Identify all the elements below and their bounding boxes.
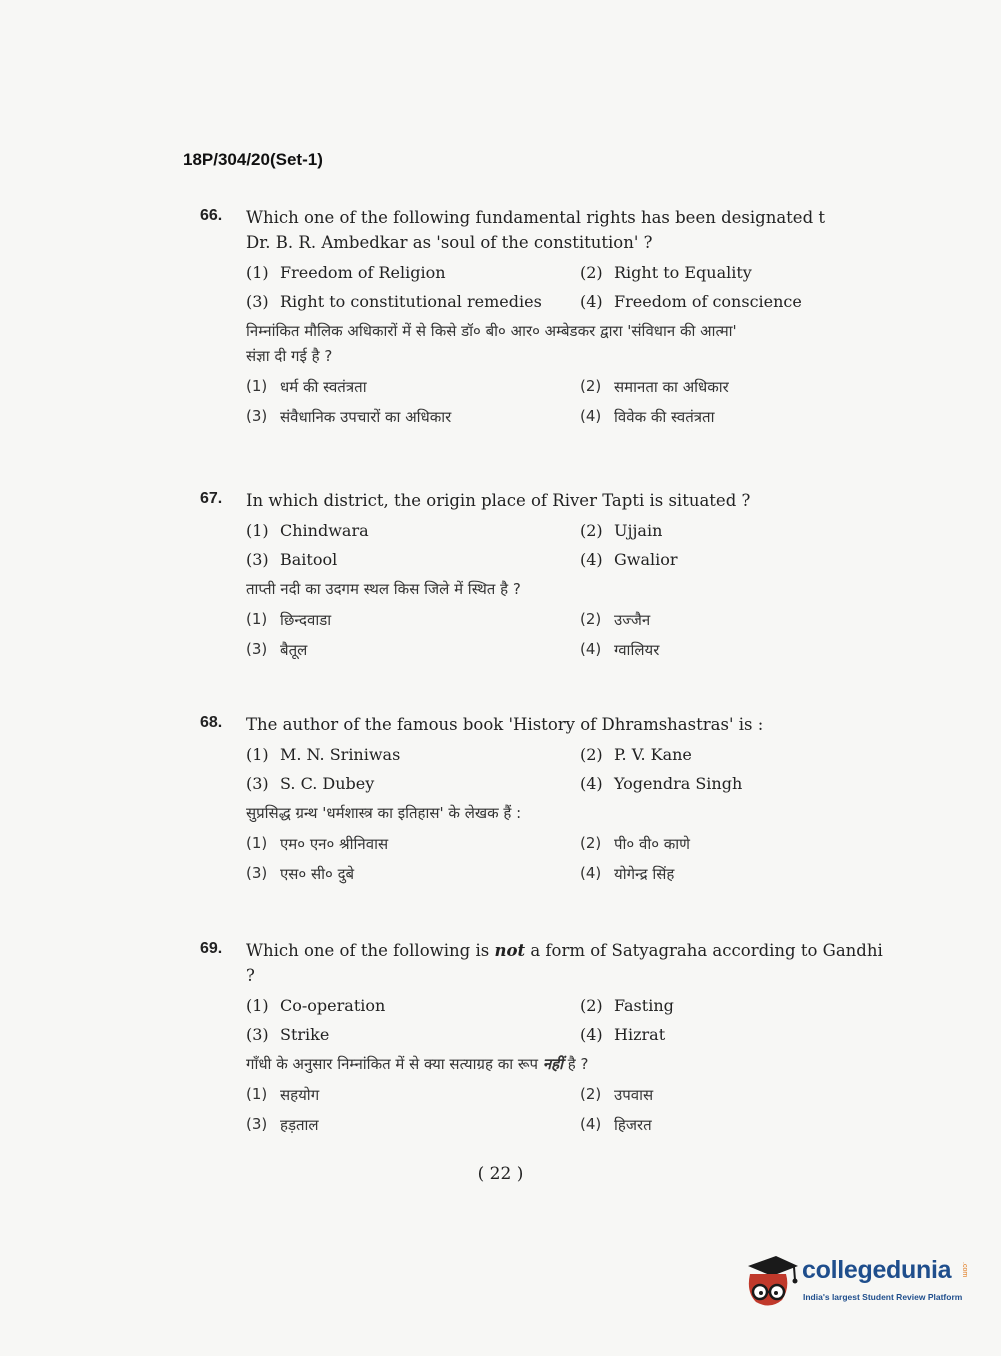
option: (2) Right to Equality: [580, 263, 752, 282]
option: (4) योगेन्द्र सिंह: [580, 864, 675, 883]
option: (4) Yogendra Singh: [580, 774, 743, 793]
option: (1) Co-operation: [246, 996, 386, 1015]
page-number: ( 22 ): [477, 1164, 524, 1184]
option: (1) Freedom of Religion: [246, 263, 446, 282]
option: (2) P. V. Kane: [580, 745, 692, 764]
options-hindi: [246, 610, 890, 660]
option: (3) Strike: [246, 1025, 330, 1044]
option: (2) समानता का अधिकार: [580, 377, 729, 396]
options-english: [246, 996, 890, 1044]
option: (1) M. N. Sriniwas: [246, 745, 401, 764]
question-text-hindi: गाँधी के अनुसार निम्नांकित में से क्या सत्याग्रह का रूप नहीं है ?: [246, 1055, 589, 1073]
option: (1) छिन्दवाडा: [246, 610, 332, 629]
question-67: [200, 488, 890, 668]
option: (1) Chindwara: [246, 521, 369, 540]
brand-suffix: .com: [961, 1262, 968, 1278]
question-number: 67.: [200, 490, 223, 507]
question-text: The author of the famous book 'History of Dhramshastras' is :: [246, 715, 764, 734]
option: (1) सहयोग: [246, 1085, 320, 1104]
option: (3) संवैधानिक उपचारों का अधिकार: [246, 407, 452, 426]
question-66: [200, 205, 890, 435]
options-hindi: [246, 377, 890, 427]
option: (3) Right to constitutional remedies: [246, 292, 542, 311]
question-text: Which one of the following is not a form of Satyagraha according to Gandhi ?: [246, 941, 883, 985]
options-hindi: [246, 1085, 890, 1135]
option: (1) धर्म की स्वतंत्रता: [246, 377, 367, 396]
options-english: [246, 745, 890, 793]
question-text-line: Dr. B. R. Ambedkar as 'soul of the constitution' ?: [246, 233, 653, 252]
options-english: [246, 263, 890, 311]
option: (2) उज्जैन: [580, 610, 651, 629]
question-69: [200, 938, 890, 1143]
question-text-hindi: सुप्रसिद्ध ग्रन्थ 'धर्मशास्त्र का इतिहास' के लेखक हैं :: [246, 804, 522, 822]
option: (3) बैतूल: [246, 640, 308, 659]
options-hindi: [246, 834, 890, 884]
question-number: 69.: [200, 940, 223, 957]
brand-name: collegedunia: [802, 1256, 952, 1284]
option: (3) हड़ताल: [246, 1115, 319, 1134]
question-text-hindi: ताप्ती नदी का उदगम स्थल किस जिले में स्थित है ?: [246, 580, 521, 598]
option: (4) Gwalior: [580, 550, 678, 569]
option: (2) Fasting: [580, 996, 674, 1015]
paper-code: 18P/304/20(Set-1): [183, 150, 323, 169]
graduate-mascot-icon: [742, 1252, 800, 1312]
option: (2) उपवास: [580, 1085, 654, 1104]
option: (3) Baitool: [246, 550, 338, 569]
option: (4) हिजरत: [580, 1115, 652, 1134]
question-number: 68.: [200, 714, 223, 731]
question-68: [200, 712, 890, 892]
option: (4) Freedom of conscience: [580, 292, 802, 311]
collegedunia-watermark: [742, 1252, 972, 1312]
question-text-line: Which one of the following fundamental rights has been designated t: [246, 208, 826, 227]
option: (4) ग्वालियर: [580, 640, 660, 659]
option: (4) Hizrat: [580, 1025, 666, 1044]
question-number: 66.: [200, 207, 223, 224]
options-english: [246, 521, 890, 569]
question-text-hindi: निम्नांकित मौलिक अधिकारों में से किसे डॉ० बी० आर० अम्बेडकर द्वारा 'संविधान की आत्मा' संज्ञा दी गई है ?: [246, 322, 737, 365]
option: (3) एस० सी० दुबे: [246, 864, 355, 883]
option: (4) विवेक की स्वतंत्रता: [580, 407, 715, 426]
option: (2) पी० वी० काणे: [580, 834, 691, 853]
question-text: [246, 205, 890, 255]
option: (2) Ujjain: [580, 521, 663, 540]
option: (1) एम० एन० श्रीनिवास: [246, 834, 389, 853]
option: (3) S. C. Dubey: [246, 774, 375, 793]
question-text: In which district, the origin place of River Tapti is situated ?: [246, 491, 751, 510]
brand-tagline: India's largest Student Review Platform: [803, 1292, 963, 1302]
